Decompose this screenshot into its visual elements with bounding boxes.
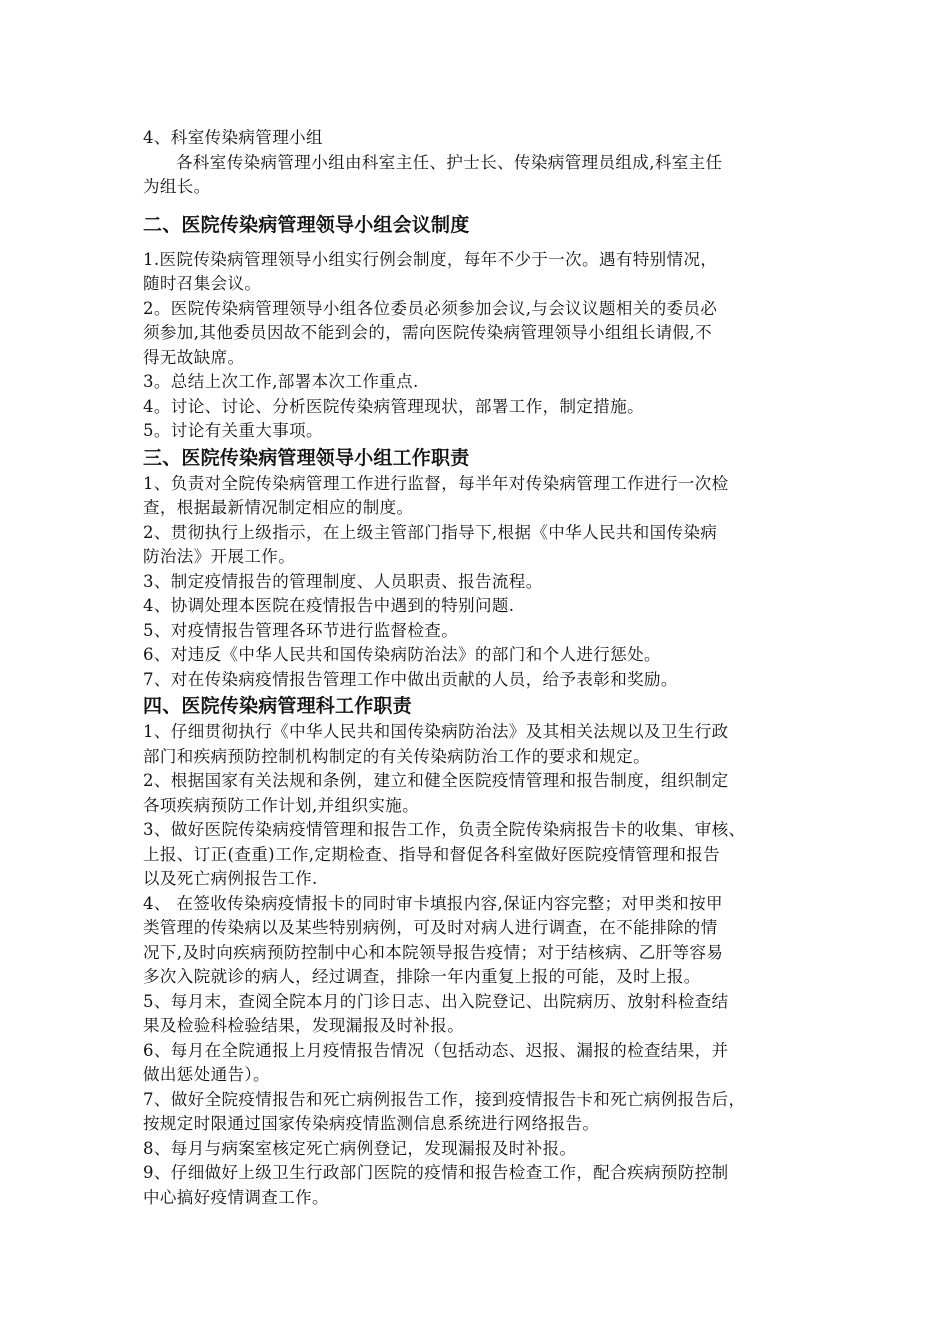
- paragraph-line: 7、做好全院疫情报告和死亡病例报告工作，接到疫情报告卡和死亡病例报告后，: [143, 1089, 746, 1109]
- section-meeting-system: [143, 248, 813, 444]
- paragraph-line: 4、协调处理本医院在疫情报告中遇到的特别问题.: [143, 596, 515, 615]
- paragraph-line: 以及死亡病例报告工作.: [143, 869, 318, 888]
- paragraph-line: 1、负责对全院传染病管理工作进行监督，每半年对传染病管理工作进行一次检: [143, 473, 729, 493]
- paragraph-line: 5。讨论有关重大事项。: [143, 421, 323, 440]
- paragraph-line: 5、每月末，查阅全院本月的门诊日志、出入院登记、出院病历、放射科检查结: [143, 991, 729, 1011]
- section-leader-duties: [143, 472, 813, 693]
- paragraph-line: 8、每月与病案室核定死亡病例登记，发现漏报及时补报。: [143, 1138, 577, 1158]
- paragraph-line: 各科室传染病管理小组由科室主任、护士长、传染病管理员组成,科室主任: [176, 152, 723, 172]
- paragraph-line: 7、对在传染病疫情报告管理工作中做出贡献的人员，给予表彰和奖励。: [143, 669, 678, 689]
- paragraph-line: 按规定时限通过国家传染病疫情监测信息系统进行网络报告。: [143, 1114, 600, 1133]
- paragraph-line: 须参加,其他委员因故不能到会的，需向医院传染病管理领导小组组长请假,不: [143, 323, 712, 342]
- paragraph-line: 1.医院传染病管理领导小组实行例会制度，每年不少于一次。遇有特别情况，: [143, 249, 718, 269]
- paragraph-line: 4。讨论、讨论、分析医院传染病管理现状，部署工作，制定措施。: [143, 396, 644, 416]
- paragraph-line: 3、制定疫情报告的管理制度、人员职责、报告流程。: [143, 571, 543, 591]
- paragraph-line: 4、 在签收传染病疫情报卡的同时审卡填报内容,保证内容完整；对甲类和按甲: [143, 893, 723, 913]
- paragraph-line: 5、对疫情报告管理各环节进行监督检查。: [143, 620, 459, 640]
- section-heading: 四、医院传染病管理科工作职责: [143, 695, 412, 717]
- paragraph-line: 2。医院传染病管理领导小组各位委员必须参加会议,与会议议题相关的委员必: [143, 298, 718, 318]
- section-dept-duties: [143, 720, 813, 1210]
- paragraph-line: 1、仔细贯彻执行《中华人民共和国传染病防治法》及其相关法规以及卫生行政: [143, 722, 729, 741]
- paragraph-line: 类管理的传染病以及某些特别病例，可及时对病人进行调查，在不能排除的情: [143, 918, 718, 937]
- paragraph-line: 部门和疾病预防控制机构制定的有关传染病防治工作的要求和规定。: [143, 746, 650, 766]
- paragraph-line: 9、仔细做好上级卫生行政部门医院的疫情和报告检查工作，配合疾病预防控制: [143, 1163, 729, 1182]
- document-page: [143, 126, 813, 1210]
- paragraph-line: 3、做好医院传染病疫情管理和报告工作，负责全院传染病报告卡的收集、审核、: [143, 820, 746, 839]
- paragraph-line: 各项疾病预防工作计划,并组织实施。: [143, 795, 420, 815]
- paragraph-line: 2、根据国家有关法规和条例，建立和健全医院疫情管理和报告制度，组织制定: [143, 771, 729, 790]
- section-dept-group: [143, 126, 813, 200]
- paragraph-line: 查，根据最新情况制定相应的制度。: [143, 498, 414, 517]
- section-heading: 三、医院传染病管理领导小组工作职责: [143, 446, 470, 469]
- paragraph-line: 2、贯彻执行上级指示，在上级主管部门指导下,根据《中华人民共和国传染病: [143, 522, 718, 542]
- paragraph-line: 6、每月在全院通报上月疫情报告情况（包括动态、迟报、漏报的检查结果，并: [143, 1040, 729, 1060]
- paragraph-line: 上报、订正(查重)工作,定期检查、指导和督促各科室做好医院疫情管理和报告: [143, 844, 721, 864]
- paragraph-line: 3。总结上次工作,部署本次工作重点.: [143, 372, 419, 391]
- paragraph-line: 多次入院就诊的病人，经过调查，排除一年内重复上报的可能，及时上报。: [143, 967, 701, 986]
- paragraph-line: 为组长。: [143, 177, 211, 196]
- paragraph-line: 6、对违反《中华人民共和国传染病防治法》的部门和个人进行惩处。: [143, 645, 661, 664]
- paragraph-line: 中心搞好疫情调查工作。: [143, 1187, 329, 1207]
- section-heading: 二、医院传染病管理领导小组会议制度: [143, 213, 470, 236]
- paragraph-line: 况下,及时向疾病预防控制中心和本院领导报告疫情；对于结核病、乙肝等容易: [143, 942, 724, 962]
- paragraph-line: 防治法》开展工作。: [143, 547, 296, 566]
- paragraph-line: 随时召集会议。: [143, 274, 262, 293]
- paragraph-line: 做出惩处通告）。: [143, 1065, 270, 1084]
- paragraph-line: 得无故缺席。: [143, 347, 245, 367]
- paragraph-line: 果及检验科检验结果，发现漏报及时补报。: [143, 1016, 465, 1035]
- item-title: 4、科室传染病管理小组: [143, 128, 323, 147]
